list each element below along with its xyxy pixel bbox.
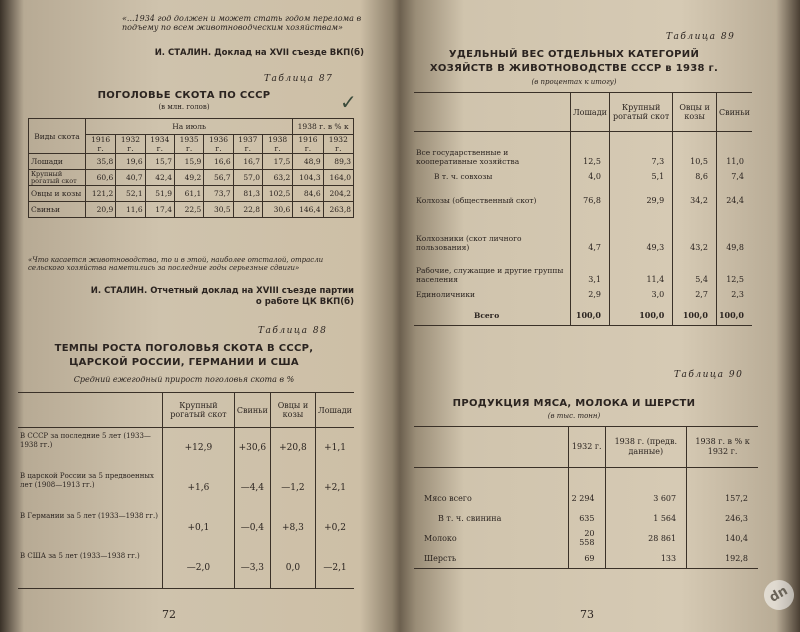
cell: 17,5 — [263, 154, 293, 170]
cell: +2,1 — [316, 468, 354, 508]
table-88-title: ТЕМПЫ РОСТА ПОГОЛОВЬЯ СКОТА В СССР, ЦАРСКОЙ РОССИИ, ГЕРМАНИИ И США — [54, 343, 314, 368]
page-number-right: 73 — [580, 608, 594, 621]
cell: 100,0 — [571, 306, 610, 326]
spacer-cell — [687, 468, 758, 489]
t88-col: Овцы и козы — [270, 393, 315, 428]
cell: 140,4 — [687, 528, 758, 548]
cell: 49,2 — [174, 170, 203, 186]
cell: 63,2 — [263, 170, 293, 186]
t90-head-empty — [414, 427, 569, 468]
table-row — [414, 306, 752, 326]
cell: 17,4 — [145, 202, 174, 218]
cell: 3 607 — [605, 488, 687, 508]
table-89-label: Таблица 89 — [666, 32, 736, 42]
cell: 635 — [569, 508, 606, 528]
check-mark-icon: ✓ — [340, 90, 357, 114]
right-page — [404, 0, 774, 632]
cell: +8,3 — [270, 508, 315, 548]
cell: 11,0 — [716, 132, 752, 166]
table-row — [414, 132, 752, 166]
watermark-logo: dn — [759, 575, 800, 616]
left-page — [14, 0, 374, 632]
t88-col: Свиньи — [234, 393, 270, 428]
t87-year: 1934 г. — [145, 135, 174, 154]
cell: 157,2 — [687, 488, 758, 508]
cell: —3,3 — [234, 548, 270, 589]
t88-head-empty — [18, 393, 163, 428]
row-label: В т. ч. совхозы — [414, 166, 571, 188]
t88-col: Крупный рогатый скот — [163, 393, 235, 428]
t87-year: 1916 г. — [86, 135, 116, 154]
cell: 204,2 — [323, 186, 353, 202]
row-label: Колхозники (скот личного пользования) — [414, 214, 571, 252]
cell: —4,4 — [234, 468, 270, 508]
t87-head-group: На июль — [86, 119, 293, 135]
spacer-cell — [414, 468, 569, 489]
cell: 2 294 — [569, 488, 606, 508]
cell: 1 564 — [605, 508, 687, 528]
cell: 76,8 — [571, 188, 610, 214]
cell: 3,1 — [571, 252, 610, 284]
cell: 100,0 — [716, 306, 752, 326]
cell: 60,6 — [86, 170, 116, 186]
table-89-unit: (в процентах к итогу) — [531, 78, 617, 86]
table-87 — [28, 118, 354, 218]
cell: 61,1 — [174, 186, 203, 202]
table-row — [18, 468, 354, 508]
cell: 40,7 — [116, 170, 145, 186]
t89-col: Свиньи — [716, 93, 752, 132]
cell: —0,4 — [234, 508, 270, 548]
cell: 3,0 — [609, 284, 672, 306]
t87-pct-year: 1916 г. — [293, 135, 323, 154]
cell: 102,5 — [263, 186, 293, 202]
cell: —2,0 — [163, 548, 235, 589]
cell: 15,7 — [145, 154, 174, 170]
cell: 0,0 — [270, 548, 315, 589]
cell: 56,7 — [204, 170, 233, 186]
row-label: Рабочие, служащие и другие группы населения — [414, 252, 571, 284]
row-label: Всего — [414, 306, 571, 326]
t90-col: 1932 г. — [569, 427, 606, 468]
row-label: Шерсть — [414, 548, 569, 569]
table-row — [414, 528, 758, 548]
cell: 16,7 — [233, 154, 262, 170]
t87-year: 1936 г. — [204, 135, 233, 154]
cell: 52,1 — [116, 186, 145, 202]
stalin-quote-1-author: И. СТАЛИН. Доклад на XVII съезде ВКП(б) — [154, 48, 364, 58]
table-88 — [18, 392, 354, 589]
cell: 19,6 — [116, 154, 145, 170]
page-number-left: 72 — [162, 608, 176, 621]
table-row — [29, 186, 354, 202]
cell: —1,2 — [270, 468, 315, 508]
cell: 133 — [605, 548, 687, 569]
table-89 — [414, 92, 752, 326]
cell: 15,9 — [174, 154, 203, 170]
cell: 81,3 — [233, 186, 262, 202]
stalin-quote-2: «Что касается животноводства, то и в этой, наиболее отсталой, отрасли сельского хозяйства наметились за последние годы серьезные сдвиги» — [28, 256, 324, 272]
cell: 2,9 — [571, 284, 610, 306]
cell: 246,3 — [687, 508, 758, 528]
cell: 48,9 — [293, 154, 323, 170]
table-row — [18, 428, 354, 469]
table-90-unit: (в тыс. тонн) — [547, 412, 601, 420]
row-label: В т. ч. свинина — [414, 508, 569, 528]
cell: +20,8 — [270, 428, 315, 469]
table-90-label: Таблица 90 — [674, 370, 744, 380]
cell: 2,3 — [716, 284, 752, 306]
cell: 7,3 — [609, 132, 672, 166]
spacer-cell — [569, 468, 606, 489]
row-label: Свиньи — [29, 202, 86, 218]
table-88-label: Таблица 88 — [258, 326, 328, 336]
cell: 5,1 — [609, 166, 672, 188]
cell: 2,7 — [673, 284, 717, 306]
table-89-title: УДЕЛЬНЫЙ ВЕС ОТДЕЛЬНЫХ КАТЕГОРИЙ ХОЗЯЙСТВ В ЖИВОТНОВОДСТВЕ СССР в 1938 г. — [429, 49, 719, 74]
cell: 20 558 — [569, 528, 606, 548]
cell: 12,5 — [716, 252, 752, 284]
cell: 146,4 — [293, 202, 323, 218]
cell: 11,6 — [116, 202, 145, 218]
table-90-title: ПРОДУКЦИЯ МЯСА, МОЛОКА И ШЕРСТИ — [452, 398, 696, 409]
table-row — [414, 252, 752, 284]
cell: 34,2 — [673, 188, 717, 214]
table-row — [414, 284, 752, 306]
table-90 — [414, 426, 758, 569]
cell: 69 — [569, 548, 606, 569]
table-row — [414, 166, 752, 188]
table-87-unit: (в млн. голов) — [158, 103, 210, 111]
cell: 100,0 — [609, 306, 672, 326]
table-87-label: Таблица 87 — [264, 74, 334, 84]
table-row — [414, 548, 758, 569]
cell: 5,4 — [673, 252, 717, 284]
row-label: Единоличники — [414, 284, 571, 306]
t87-head-kind: Виды скота — [29, 119, 86, 154]
spacer-cell — [605, 468, 687, 489]
t89-col: Овцы и козы — [673, 93, 717, 132]
row-label: Мясо всего — [414, 488, 569, 508]
cell: 28 861 — [605, 528, 687, 548]
cell: +0,1 — [163, 508, 235, 548]
t87-year: 1937 г. — [233, 135, 262, 154]
cell: 121,2 — [86, 186, 116, 202]
t89-col: Крупный рогатый скот — [609, 93, 672, 132]
cell: 8,6 — [673, 166, 717, 188]
row-label: В СССР за последние 5 лет (1933—1938 гг.) — [18, 428, 163, 469]
t88-col: Лошади — [316, 393, 354, 428]
t87-head-pct: 1938 г. в % к — [293, 119, 354, 135]
cell: 4,7 — [571, 214, 610, 252]
row-label: Крупный рогатый скот — [29, 170, 86, 186]
cell: —2,1 — [316, 548, 354, 589]
t87-year: 1935 г. — [174, 135, 203, 154]
cell: 164,0 — [323, 170, 353, 186]
cell: 29,9 — [609, 188, 672, 214]
row-label: В США за 5 лет (1933—1938 гг.) — [18, 548, 163, 589]
t89-col: Лошади — [571, 93, 610, 132]
cell: +12,9 — [163, 428, 235, 469]
row-label: Колхозы (общественный скот) — [414, 188, 571, 214]
cell: 20,9 — [86, 202, 116, 218]
table-row — [414, 188, 752, 214]
cell: 49,8 — [716, 214, 752, 252]
cell: +1,6 — [163, 468, 235, 508]
table-row — [414, 508, 758, 528]
cell: 49,3 — [609, 214, 672, 252]
cell: 4,0 — [571, 166, 610, 188]
cell: 30,5 — [204, 202, 233, 218]
t90-col: 1938 г. в % к 1932 г. — [687, 427, 758, 468]
cell: 84,6 — [293, 186, 323, 202]
row-label: Молоко — [414, 528, 569, 548]
t87-year: 1938 г. — [263, 135, 293, 154]
cell: 100,0 — [673, 306, 717, 326]
cell: +1,1 — [316, 428, 354, 469]
cell: 51,9 — [145, 186, 174, 202]
cell: 73,7 — [204, 186, 233, 202]
cell: 263,8 — [323, 202, 353, 218]
cell: 104,3 — [293, 170, 323, 186]
cell: 11,4 — [609, 252, 672, 284]
cell: +0,2 — [316, 508, 354, 548]
table-row — [18, 548, 354, 589]
cell: 22,5 — [174, 202, 203, 218]
cell: 42,4 — [145, 170, 174, 186]
table-row — [414, 214, 752, 252]
cell: 57,0 — [233, 170, 262, 186]
table-row — [29, 154, 354, 170]
table-88-subtitle: Средний ежегодный прирост поголовья скота в % — [73, 375, 295, 384]
row-label: В Германии за 5 лет (1933—1938 гг.) — [18, 508, 163, 548]
row-label: Лошади — [29, 154, 86, 170]
cell: 10,5 — [673, 132, 717, 166]
cell: 24,4 — [716, 188, 752, 214]
cell: 12,5 — [571, 132, 610, 166]
cell: 89,3 — [323, 154, 353, 170]
cell: 35,8 — [86, 154, 116, 170]
table-row — [18, 508, 354, 548]
table-row — [29, 170, 354, 186]
t87-year: 1932 г. — [116, 135, 145, 154]
row-label: В царской России за 5 предвоенных лет (1908—1913 гг.) — [18, 468, 163, 508]
table-87-title: ПОГОЛОВЬЕ СКОТА ПО СССР — [97, 90, 271, 101]
cell: 7,4 — [716, 166, 752, 188]
row-label: Все государственные и кооперативные хозяйства — [414, 132, 571, 166]
stalin-quote-2-author: И. СТАЛИН. Отчетный доклад на XVIII съезде партии о работе ЦК ВКП(б) — [90, 286, 354, 307]
row-label: Овцы и козы — [29, 186, 86, 202]
stalin-quote-1: «...1934 год должен и может стать годом перелома в подъему по всем животноводческим хозяйствам» — [122, 14, 362, 32]
table-row — [414, 488, 758, 508]
t89-head-empty — [414, 93, 571, 132]
cell: +30,6 — [234, 428, 270, 469]
cell: 22,8 — [233, 202, 262, 218]
t87-pct-year: 1932 г. — [323, 135, 353, 154]
cell: 192,8 — [687, 548, 758, 569]
cell: 43,2 — [673, 214, 717, 252]
cell: 30,6 — [263, 202, 293, 218]
cell: 16,6 — [204, 154, 233, 170]
table-row — [29, 202, 354, 218]
t90-col: 1938 г. (предв. данные) — [605, 427, 687, 468]
